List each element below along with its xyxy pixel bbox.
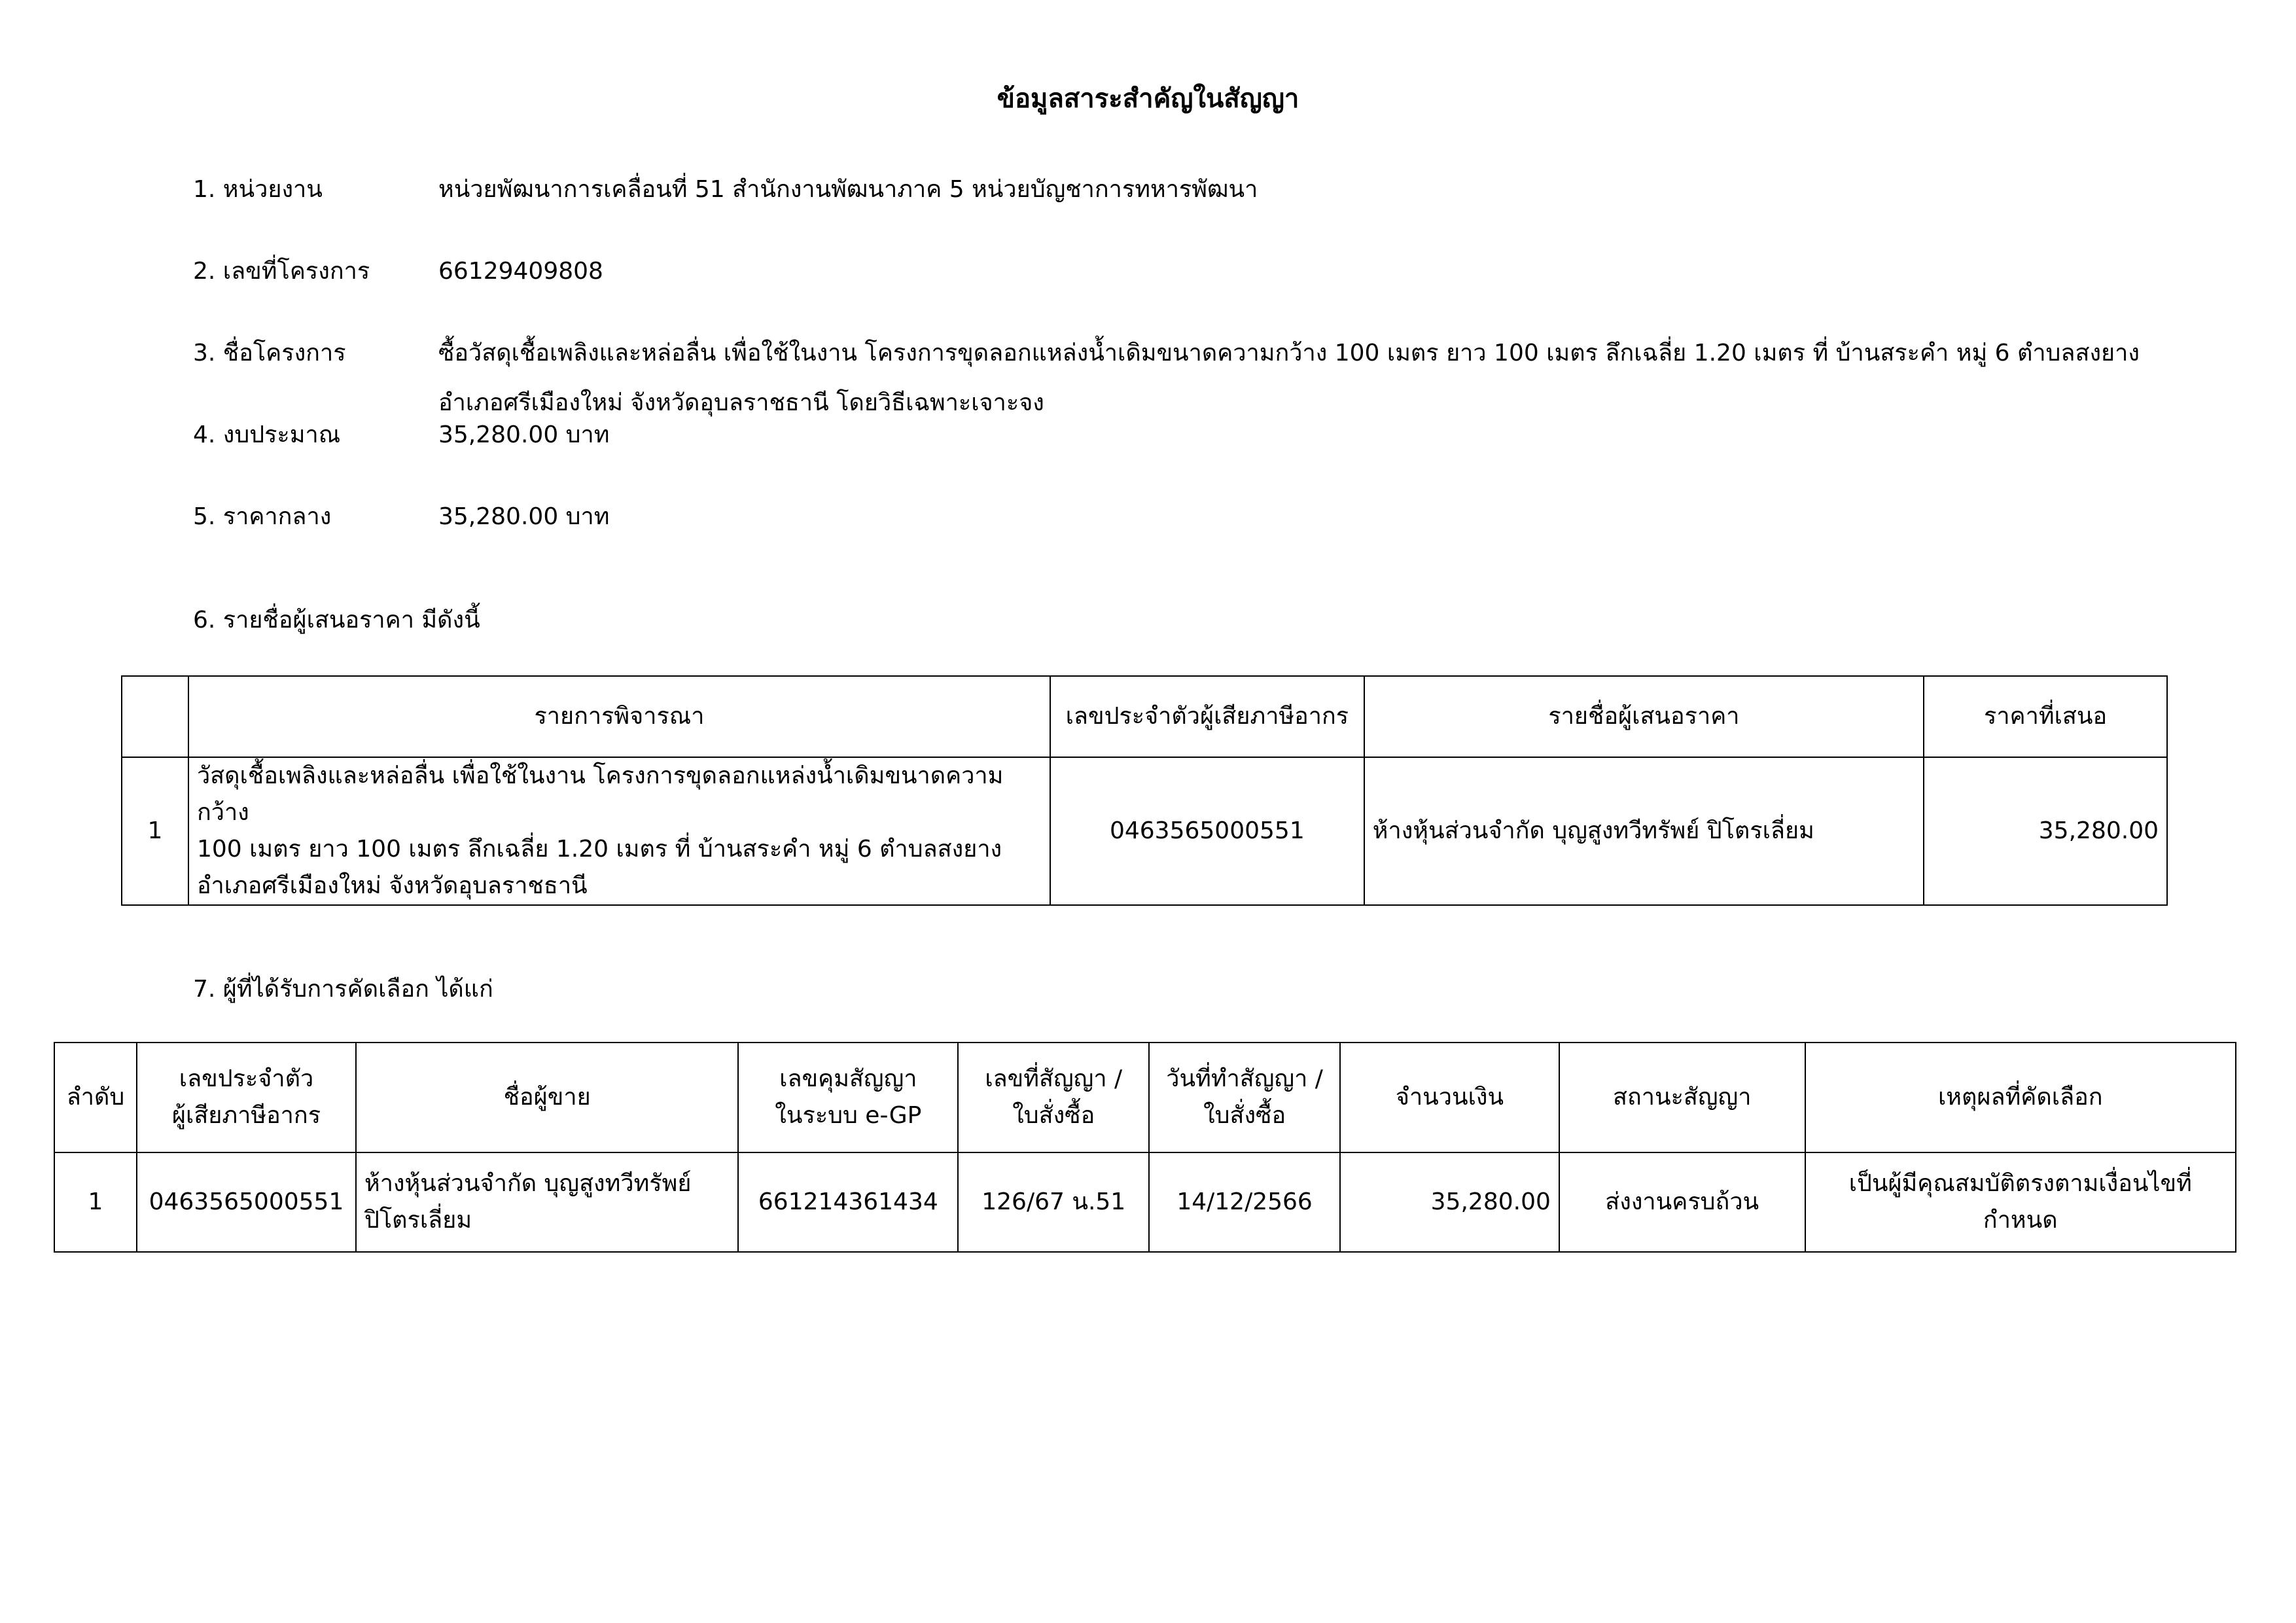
winner-header-status: สถานะสัญญา xyxy=(1559,1043,1805,1152)
bidder-item-line2: 100 เมตร ยาว 100 เมตร ลึกเฉลี่ย 1.20 เมตร ที่ บ้านสระคำ หมู่ 6 ตำบลสงยาง xyxy=(196,836,1002,863)
winner-row-contract-no: 126/67 น.51 xyxy=(958,1152,1149,1252)
winner-header-reason: เหตุผลที่คัดเลือก xyxy=(1805,1043,2236,1152)
winner-header-contract-no-line1: เลขที่สัญญา / xyxy=(985,1065,1123,1092)
bidders-header-price: ราคาที่เสนอ xyxy=(1924,676,2167,757)
winner-row-reason: เป็นผู้มีคุณสมบัติตรงตามเงื่อนไขที่กำหนด xyxy=(1805,1152,2236,1252)
bidders-header-index xyxy=(122,676,188,757)
winner-row-amount: 35,280.00 xyxy=(1340,1152,1559,1252)
winner-header-control-no-line2: ในระบบ e-GP xyxy=(775,1102,922,1129)
winner-header-seller: ชื่อผู้ขาย xyxy=(356,1043,738,1152)
bidders-header-tax-id: เลขประจำตัวผู้เสียภาษีอากร xyxy=(1050,676,1364,757)
winner-header-contract-no xyxy=(958,1043,1149,1152)
bidder-row-name: ห้างหุ้นส่วนจำกัด บุญสูงทวีทรัพย์ ปิโตรเลี่ยม xyxy=(1364,757,1924,905)
budget-value: 35,280.00 บาท xyxy=(438,421,610,448)
budget-label: 4. งบประมาณ xyxy=(193,421,341,448)
bidder-row-index: 1 xyxy=(122,757,188,905)
winner-row-tax-id: 0463565000551 xyxy=(137,1152,356,1252)
project-name-value-line2: อำเภอศรีเมืองใหม่ จังหวัดอุบลราชธานี โดยวิธีเฉพาะเจาะจง xyxy=(438,389,1044,416)
bidders-header-bidder: รายชื่อผู้เสนอราคา xyxy=(1364,676,1924,757)
bidder-row-item xyxy=(188,757,1050,905)
bidders-header-row xyxy=(122,676,2167,757)
winner-header-contract-no-line2: ใบสั่งซื้อ xyxy=(1012,1102,1095,1129)
winner-header-amount: จำนวนเงิน xyxy=(1340,1043,1559,1152)
winner-row-contract-date: 14/12/2566 xyxy=(1149,1152,1340,1252)
document-title: ข้อมูลสาระสำคัญในสัญญา xyxy=(997,84,1299,114)
winner-header-contract-date-line1: วันที่ทำสัญญา / xyxy=(1166,1065,1323,1092)
bidders-header-item: รายการพิจารณา xyxy=(188,676,1050,757)
bidder-item-line1: วัสดุเชื้อเพลิงและหล่อลื่น เพื่อใช้ในงาน โครงการขุดลอกแหล่งน้ำเดิมขนาดความกว้าง xyxy=(196,762,1004,826)
winner-row-status: ส่งงานครบถ้วน xyxy=(1559,1152,1805,1252)
agency-label: 1. หน่วยงาน xyxy=(193,176,323,203)
agency-value: หน่วยพัฒนาการเคลื่อนที่ 51 สำนักงานพัฒนาภาค 5 หน่วยบัญชาการทหารพัฒนา xyxy=(438,176,1258,203)
winner-seller-line2: ปิโตรเลี่ยม xyxy=(364,1207,472,1234)
winner-header-control-no xyxy=(738,1043,958,1152)
bidders-heading: 6. รายชื่อผู้เสนอราคา มีดังนี้ xyxy=(193,607,480,633)
bidders-table xyxy=(121,675,2168,906)
winner-seller-line1: ห้างหุ้นส่วนจำกัด บุญสูงทวีทรัพย์ xyxy=(364,1170,692,1197)
winner-header-index: ลำดับ xyxy=(54,1043,137,1152)
winner-row-control-no: 661214361434 xyxy=(738,1152,958,1252)
project-name-label: 3. ชื่อโครงการ xyxy=(193,340,346,366)
winner-row-index: 1 xyxy=(54,1152,137,1252)
bidder-item-line3: อำเภอศรีเมืองใหม่ จังหวัดอุบลราชธานี xyxy=(196,872,588,899)
winner-heading: 7. ผู้ที่ได้รับการคัดเลือก ได้แก่ xyxy=(193,976,493,1003)
project-no-value: 66129409808 xyxy=(438,258,603,285)
project-no-label: 2. เลขที่โครงการ xyxy=(193,258,370,285)
winner-header-tax-id-line2: ผู้เสียภาษีอากร xyxy=(171,1102,321,1129)
winner-header-contract-date-line2: ใบสั่งซื้อ xyxy=(1203,1102,1286,1129)
bidder-row-tax-id: 0463565000551 xyxy=(1050,757,1364,905)
winner-header-tax-id-line1: เลขประจำตัว xyxy=(179,1065,314,1092)
project-name-value-line1: ซื้อวัสดุเชื้อเพลิงและหล่อลื่น เพื่อใช้ในงาน โครงการขุดลอกแหล่งน้ำเดิมขนาดความกว้าง 100 เมตร ยาว 100 เมตร ลึกเฉลี่ย 1.20 เมตร ที่ บ้านสระคำ หมู่ 6 ตำบลสงยาง xyxy=(438,340,2140,366)
table-row xyxy=(122,757,2167,905)
winner-row-seller xyxy=(356,1152,738,1252)
winner-table xyxy=(54,1042,2236,1253)
winner-header-row xyxy=(54,1043,2236,1152)
winner-header-tax-id xyxy=(137,1043,356,1152)
table-row xyxy=(54,1152,2236,1252)
winner-header-control-no-line1: เลขคุมสัญญา xyxy=(779,1065,917,1092)
median-price-value: 35,280.00 บาท xyxy=(438,503,610,530)
bidder-row-price: 35,280.00 xyxy=(1924,757,2167,905)
winner-header-contract-date xyxy=(1149,1043,1340,1152)
median-price-label: 5. ราคากลาง xyxy=(193,503,332,530)
